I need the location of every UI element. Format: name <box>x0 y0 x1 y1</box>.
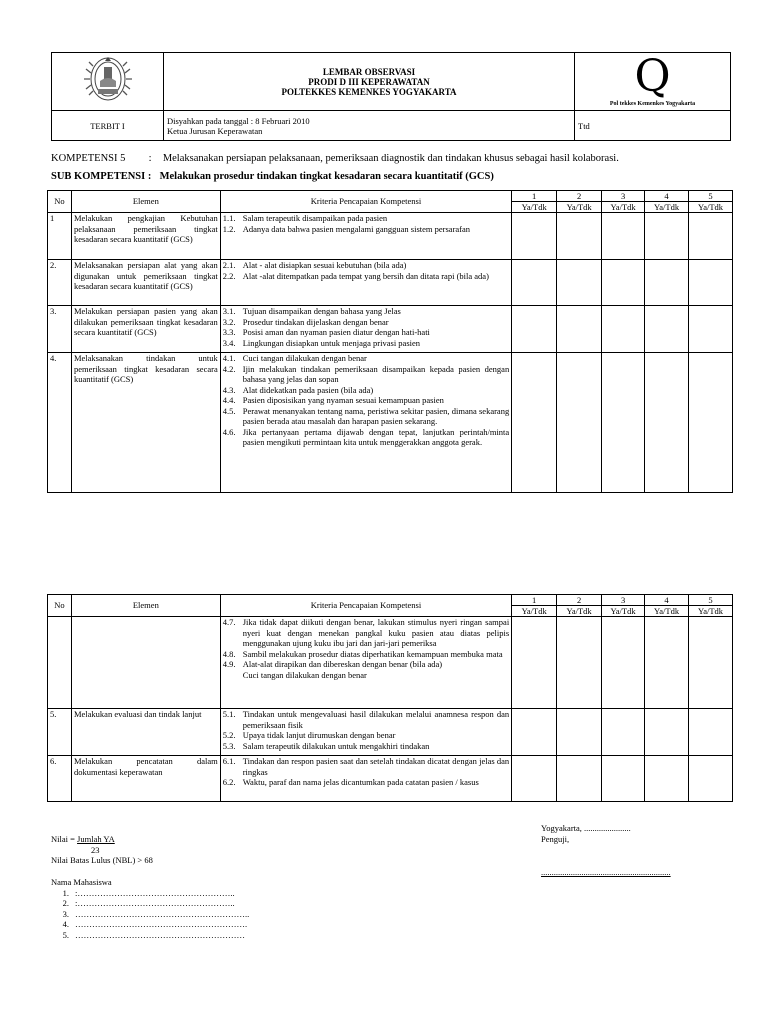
row-number <box>48 617 72 709</box>
criteria-text: Alat-alat dirapikan dan dibereskan dengan benar (bila ada) <box>242 659 443 669</box>
examiner-label: Penguji, <box>541 833 570 844</box>
checkbox-cell-2[interactable] <box>557 353 602 493</box>
student-name-line <box>51 930 249 941</box>
institution-seal-logo <box>80 53 136 105</box>
checkbox-cell-1[interactable] <box>512 709 557 756</box>
criteria-number <box>223 670 243 681</box>
student-name-number: 3. <box>62 908 69 919</box>
criteria-list <box>223 617 509 680</box>
checkbox-cell-1[interactable] <box>512 213 557 260</box>
checkbox-cell-2[interactable] <box>557 617 602 709</box>
criteria-text: Tindakan dan respon pasien saat dan setelah tindakan dicatat dengan jelas dan ringkas <box>242 756 510 777</box>
criteria-text: Waktu, paraf dan nama jelas dicantumkan pada catatan pasien / kasus <box>242 777 479 787</box>
criteria-item <box>223 617 509 649</box>
criteria-number: 4.6. <box>222 426 236 437</box>
checkbox-cell-4[interactable] <box>645 709 689 756</box>
table-row <box>48 353 733 493</box>
criteria-item <box>223 317 509 328</box>
criteria-item <box>223 741 509 752</box>
col-attempt-5-header: 5 <box>689 595 733 606</box>
checkbox-cell-5[interactable] <box>689 353 733 493</box>
criteria-item <box>223 385 509 396</box>
checkbox-cell-5[interactable] <box>689 709 733 756</box>
criteria-text: Salam terapeutik dilakukan untuk mengakhiri tindakan <box>242 740 430 751</box>
document-title <box>164 53 575 111</box>
row-elemen: Melakukan pencatatan dalam dokumentasi keperawatan <box>71 756 220 802</box>
criteria-number: 2.2. <box>222 270 236 281</box>
checkbox-cell-4[interactable] <box>645 353 689 493</box>
col-elemen-header: Elemen <box>71 191 220 213</box>
criteria-text: Adanya data bahwa pasien mengalami gangguan sistem persarafan <box>242 223 471 234</box>
place-date: Yogyakarta, ...................... <box>541 823 631 833</box>
row-number: 6. <box>48 756 72 802</box>
col-attempt-2-header: 2 <box>557 595 602 606</box>
criteria-item <box>223 353 509 364</box>
table-row <box>48 213 733 260</box>
criteria-item <box>223 327 509 338</box>
student-names <box>51 877 249 940</box>
kompetensi-label: KOMPETENSI 5 <box>51 153 126 164</box>
criteria-text: Alat -alat ditempatkan pada tempat yang bersih dan ditata rapi (bila ada) <box>242 270 489 281</box>
checkbox-cell-4[interactable] <box>645 617 689 709</box>
criteria-text: Jika pertanyaan pertama dijawab dengan tepat, lanjutkan perintah/minta pasien mengikuti permintaan kita untuk menggerakkan anggota gerak. <box>242 426 510 447</box>
criteria-number: 1.2. <box>222 223 236 234</box>
table-row <box>48 617 733 709</box>
col-elemen-header: Elemen <box>71 595 220 617</box>
criteria-number: 3.3. <box>222 327 236 337</box>
col-attempt-2-ya-tdk: Ya/Tdk <box>557 606 602 617</box>
criteria-number: 4.8. <box>222 648 236 659</box>
sub-kompetensi-text: Melakukan prosedur tindakan tingkat kesadaran secara kuantitatif (GCS) <box>159 171 494 182</box>
row-elemen: Melaksanakan persiapan alat yang akan digunakan untuk pemeriksaan tingkat kesadaran secara kuantitatif (GCS) <box>71 260 220 306</box>
checkbox-cell-3[interactable] <box>602 756 645 802</box>
row-elemen: Melaksanakan tindakan untuk pemeriksaan tingkat kesadaran secara kuantitatif (GCS) <box>71 353 220 493</box>
header-row <box>48 595 733 606</box>
approval-info <box>164 111 575 141</box>
title-line-3: POLTEKKES KEMENKES YOGYAKARTA <box>281 86 457 97</box>
student-name-field[interactable]: …………………………………………………… <box>75 929 245 940</box>
criteria-text: Tindakan untuk mengevaluasi hasil dilakukan melalui anamnesa respon dan pemeriksaan fisik <box>242 709 510 730</box>
col-attempt-4-ya-tdk: Ya/Tdk <box>645 202 689 213</box>
checkbox-cell-5[interactable] <box>689 306 733 353</box>
score-prefix: Nilai = <box>51 834 75 844</box>
checkbox-cell-3[interactable] <box>602 709 645 756</box>
checkbox-cell-1[interactable] <box>512 756 557 802</box>
criteria-text: Cuci tangan dilakukan dengan benar <box>242 353 367 363</box>
criteria-number: 4.7. <box>222 617 236 627</box>
checkbox-cell-4[interactable] <box>645 756 689 802</box>
quality-logo-cell <box>575 53 731 111</box>
criteria-item <box>223 224 509 235</box>
criteria-list <box>223 353 509 448</box>
col-attempt-4-header: 4 <box>645 191 689 202</box>
student-name-field[interactable]: …………………………………………………….. <box>75 908 250 919</box>
score-formula <box>51 834 153 866</box>
criteria-text: Alat didekatkan pada pasien (bila ada) <box>242 384 374 395</box>
student-name-number: 1. <box>62 887 69 898</box>
student-name-number: 5. <box>62 929 69 940</box>
criteria-number: 2.1. <box>222 260 236 270</box>
checkbox-cell-4[interactable] <box>645 260 689 306</box>
col-attempt-4-ya-tdk: Ya/Tdk <box>645 606 689 617</box>
criteria-text: Upaya tidak lanjut dirumuskan dengan benar <box>242 730 396 740</box>
criteria-number: 3.1. <box>222 306 236 316</box>
row-elemen <box>71 617 220 709</box>
student-name-field[interactable]: :……………………………………………….. <box>75 887 235 898</box>
criteria-item <box>223 338 509 349</box>
checkbox-cell-2[interactable] <box>557 756 602 802</box>
checkbox-cell-1[interactable] <box>512 306 557 353</box>
col-attempt-1-ya-tdk: Ya/Tdk <box>512 202 557 213</box>
col-attempt-3-ya-tdk: Ya/Tdk <box>602 202 645 213</box>
criteria-number: 6.2. <box>222 777 236 787</box>
criteria-text: Ijin melakukan tindakan pemeriksaan disampaikan kepada pasien dengan bahasa yang jelas dan sopan <box>242 363 510 384</box>
row-criteria <box>220 260 511 306</box>
header-row <box>48 191 733 202</box>
checkbox-cell-3[interactable] <box>602 617 645 709</box>
table-row <box>48 709 733 756</box>
criteria-list <box>223 306 509 348</box>
criteria-text: Jika tidak dapat diikuti dengan benar, lakukan stimulus nyeri ringan sampai nyeri kuat dengan menekan pangkal kuku pasien atau diatas pelipis menggunakan ujung kuku ibu jari dan jari-jari pemeriksa <box>242 617 510 648</box>
row-criteria <box>220 213 511 260</box>
checkbox-cell-1[interactable] <box>512 617 557 709</box>
student-names-label: Nama Mahasiswa <box>51 877 112 887</box>
checkbox-cell-3[interactable] <box>602 213 645 260</box>
criteria-number: 4.3. <box>222 384 236 395</box>
sub-kompetensi-label: SUB KOMPETENSI : <box>51 171 152 182</box>
col-attempt-2-ya-tdk: Ya/Tdk <box>557 202 602 213</box>
criteria-list <box>223 709 509 751</box>
checkbox-cell-2[interactable] <box>557 213 602 260</box>
student-names-list <box>51 888 249 941</box>
sub-kompetensi-line <box>51 171 494 182</box>
criteria-list <box>223 260 509 281</box>
criteria-text: Alat - alat disiapkan sesuai kebutuhan (bila ada) <box>242 260 407 270</box>
row-criteria <box>220 709 511 756</box>
student-name-line <box>51 898 249 909</box>
title-line-2: PRODI D III KEPERAWATAN <box>308 76 430 87</box>
row-number: 3. <box>48 306 72 353</box>
row-criteria <box>220 353 511 493</box>
criteria-text: Tujuan disampaikan dengan bahasa yang Jelas <box>242 306 401 316</box>
checkbox-cell-2[interactable] <box>557 260 602 306</box>
col-attempt-2-header: 2 <box>557 191 602 202</box>
row-elemen: Melakukan evaluasi dan tindak lanjut <box>71 709 220 756</box>
criteria-item <box>223 649 509 660</box>
col-attempt-1-header: 1 <box>512 191 557 202</box>
row-criteria <box>220 756 511 802</box>
col-no-header: No <box>48 595 72 617</box>
terbit-label: TERBIT I <box>52 111 164 141</box>
col-attempt-3-header: 3 <box>602 191 645 202</box>
criteria-number: 5.1. <box>222 709 236 719</box>
checkbox-cell-5[interactable] <box>689 756 733 802</box>
logo-cell <box>52 53 164 111</box>
examiner-block <box>541 823 671 878</box>
document-header <box>51 52 731 141</box>
checkbox-cell-1[interactable] <box>512 260 557 306</box>
table-row <box>48 756 733 802</box>
student-name-field[interactable]: ……………………………………………………. <box>75 919 248 929</box>
observation-table-1 <box>47 190 733 493</box>
signature-label: Ttd <box>575 111 731 141</box>
col-attempt-1-header: 1 <box>512 595 557 606</box>
row-criteria <box>220 306 511 353</box>
criteria-text: Perawat menanyakan tentang nama, peristiwa sekitar pasien, dimana sekarang pasien berada atau masalah dan harapan pasien sekarang. <box>242 405 510 426</box>
col-kriteria-header: Kriteria Pencapaian Kompetensi <box>220 595 511 617</box>
checkbox-cell-3[interactable] <box>602 260 645 306</box>
criteria-list <box>223 756 509 788</box>
criteria-item <box>223 271 509 282</box>
criteria-text: Prosedur tindakan dijelaskan dengan benar <box>242 316 389 327</box>
checkbox-cell-5[interactable] <box>689 260 733 306</box>
kompetensi-sep: : <box>148 153 152 164</box>
checkbox-cell-3[interactable] <box>602 306 645 353</box>
col-kriteria-header: Kriteria Pencapaian Kompetensi <box>220 191 511 213</box>
criteria-text: Pasien diposisikan yang nyaman sesuai kemampuan pasien <box>242 395 444 405</box>
criteria-text: Cuci tangan dilakukan dengan benar <box>242 669 367 680</box>
criteria-item <box>223 670 509 681</box>
row-number: 5. <box>48 709 72 756</box>
checkbox-cell-4[interactable] <box>645 306 689 353</box>
approval-by: Ketua Jurusan Keperawatan <box>167 125 263 136</box>
title-line-1: LEMBAR OBSERVASI <box>322 66 416 77</box>
criteria-list <box>223 213 509 234</box>
passing-threshold: Nilai Batas Lulus (NBL) > 68 <box>51 855 153 865</box>
criteria-text: Sambil melakukan prosedur diatas diperhatikan kemampuan membuka mata <box>242 648 503 659</box>
student-name-line <box>51 888 249 899</box>
criteria-item <box>223 213 509 224</box>
col-no-header: No <box>48 191 72 213</box>
criteria-item <box>223 260 509 271</box>
row-elemen: Melakukan pengkajian Kebutuhan pelaksanaan pemeriksaan tingkat kesadaran secara kuantitatif (GCS) <box>71 213 220 260</box>
checkbox-cell-5[interactable] <box>689 213 733 260</box>
criteria-number: 5.2. <box>222 730 236 740</box>
student-name-number: 4. <box>62 919 69 929</box>
col-attempt-3-ya-tdk: Ya/Tdk <box>602 606 645 617</box>
criteria-item <box>223 406 509 427</box>
student-name-number: 2. <box>62 898 69 908</box>
criteria-item <box>223 756 509 777</box>
criteria-number: 4.9. <box>222 659 236 669</box>
criteria-item <box>223 364 509 385</box>
col-attempt-4-header: 4 <box>645 595 689 606</box>
examiner-signature-line: ............................................................. <box>541 867 671 877</box>
checkbox-cell-2[interactable] <box>557 306 602 353</box>
criteria-number: 3.4. <box>222 337 236 348</box>
criteria-number: 6.1. <box>222 756 236 766</box>
row-number: 4. <box>48 353 72 493</box>
student-name-line <box>51 919 249 930</box>
criteria-text: Salam terapeutik disampaikan pada pasien <box>242 213 388 223</box>
criteria-item <box>223 427 509 448</box>
approval-date: Disyahkan pada tanggal : 8 Februari 2010 <box>167 115 310 126</box>
criteria-item <box>223 659 509 670</box>
quality-q-logo: Q <box>634 51 671 102</box>
checkbox-cell-2[interactable] <box>557 709 602 756</box>
criteria-item <box>223 730 509 741</box>
criteria-item <box>223 306 509 317</box>
criteria-number: 5.3. <box>222 740 236 751</box>
row-number: 2. <box>48 260 72 306</box>
row-number: 1 <box>48 213 72 260</box>
table-row <box>48 306 733 353</box>
quality-caption: Pol tekkes Kemenkes Yogyakarta <box>609 101 696 107</box>
col-attempt-1-ya-tdk: Ya/Tdk <box>512 606 557 617</box>
kompetensi-text: Melaksanakan persiapan pelaksanaan, pemeriksaan diagnostik dan tindakan khusus sebagai hasil kolaborasi. <box>162 153 619 164</box>
student-name-field[interactable]: :……………………………………………….. <box>75 898 235 908</box>
criteria-number: 4.5. <box>222 405 236 416</box>
criteria-number: 4.4. <box>222 395 236 405</box>
checkbox-cell-3[interactable] <box>602 353 645 493</box>
col-attempt-3-header: 3 <box>602 595 645 606</box>
criteria-item <box>223 709 509 730</box>
criteria-number: 4.2. <box>222 363 236 374</box>
student-name-line <box>51 909 249 920</box>
kompetensi-line <box>51 153 619 164</box>
row-criteria <box>220 617 511 709</box>
col-attempt-5-ya-tdk: Ya/Tdk <box>689 606 733 617</box>
table-row <box>48 260 733 306</box>
col-attempt-5-ya-tdk: Ya/Tdk <box>689 202 733 213</box>
checkbox-cell-1[interactable] <box>512 353 557 493</box>
checkbox-cell-4[interactable] <box>645 213 689 260</box>
checkbox-cell-5[interactable] <box>689 617 733 709</box>
criteria-number: 1.1. <box>222 213 236 223</box>
criteria-number: 3.2. <box>222 316 236 327</box>
criteria-item <box>223 777 509 788</box>
criteria-text: Posisi aman dan nyaman pasien diatur dengan hati-hati <box>242 327 430 337</box>
criteria-item <box>223 395 509 406</box>
criteria-number: 4.1. <box>222 353 236 363</box>
observation-table-2 <box>47 594 733 802</box>
score-numerator: Jumlah YA <box>77 834 115 844</box>
col-attempt-5-header: 5 <box>689 191 733 202</box>
score-denominator: 23 <box>91 844 100 855</box>
row-elemen: Melakukan persiapan pasien yang akan dilakukan pemeriksaan tingkat kesadaran secara kuantitatif (GCS) <box>71 306 220 353</box>
criteria-text: Lingkungan disiapkan untuk menjaga privasi pasien <box>242 337 421 348</box>
